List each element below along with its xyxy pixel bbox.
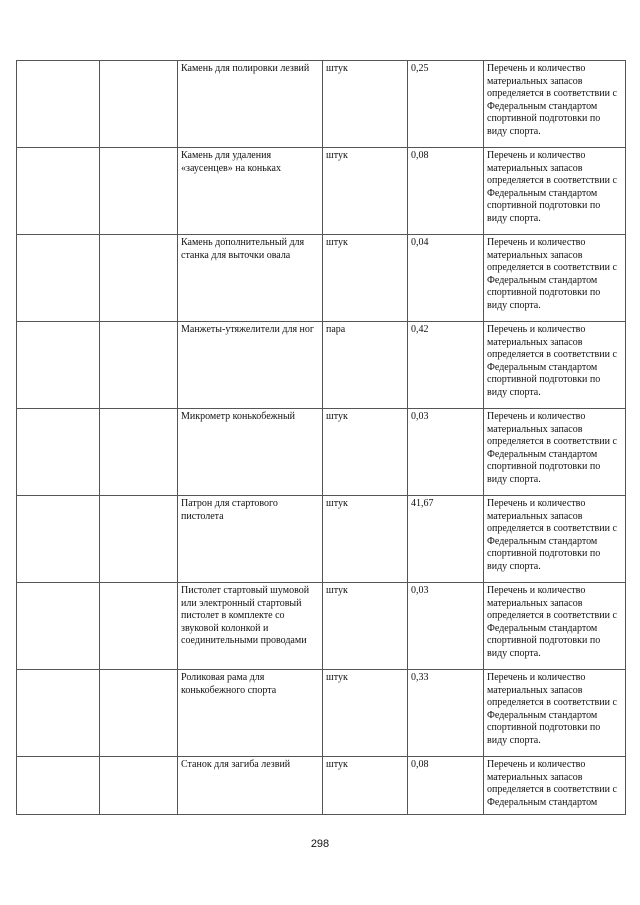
item-name-cell: Камень для удаления «заусенцев» на коньках (178, 148, 323, 235)
empty-cell (100, 235, 178, 322)
empty-cell (17, 322, 100, 409)
table-row (17, 61, 626, 148)
note-cell: Перечень и количество материальных запасов определяется в соответствии с Федеральным стандартом спортивной подготовки по виду спорта. (484, 583, 626, 670)
quantity-cell: 0,42 (408, 322, 484, 409)
empty-cell (100, 61, 178, 148)
empty-cell (100, 670, 178, 757)
quantity-cell: 41,67 (408, 496, 484, 583)
note-cell: Перечень и количество материальных запасов определяется в соответствии с Федеральным стандартом (484, 757, 626, 815)
note-cell: Перечень и количество материальных запасов определяется в соответствии с Федеральным стандартом спортивной подготовки по виду спорта. (484, 235, 626, 322)
empty-cell (17, 583, 100, 670)
unit-cell: штук (323, 148, 408, 235)
empty-cell (17, 235, 100, 322)
item-name-cell: Станок для загиба лезвий (178, 757, 323, 815)
empty-cell (17, 409, 100, 496)
table-row (17, 496, 626, 583)
unit-cell: пара (323, 322, 408, 409)
empty-cell (100, 583, 178, 670)
unit-cell: штук (323, 670, 408, 757)
table-row (17, 409, 626, 496)
unit-cell: штук (323, 61, 408, 148)
quantity-cell: 0,08 (408, 148, 484, 235)
materials-table (16, 60, 626, 815)
item-name-cell: Роликовая рама для конькобежного спорта (178, 670, 323, 757)
empty-cell (17, 61, 100, 148)
empty-cell (100, 496, 178, 583)
note-cell: Перечень и количество материальных запасов определяется в соответствии с Федеральным стандартом спортивной подготовки по виду спорта. (484, 409, 626, 496)
empty-cell (100, 757, 178, 815)
page-number: 298 (310, 838, 330, 850)
empty-cell (100, 148, 178, 235)
unit-cell: штук (323, 235, 408, 322)
empty-cell (17, 757, 100, 815)
empty-cell (100, 409, 178, 496)
empty-cell (17, 148, 100, 235)
quantity-cell: 0,03 (408, 409, 484, 496)
table-row (17, 670, 626, 757)
quantity-cell: 0,33 (408, 670, 484, 757)
table-row (17, 757, 626, 815)
unit-cell: штук (323, 757, 408, 815)
table-row (17, 322, 626, 409)
empty-cell (17, 496, 100, 583)
item-name-cell: Пистолет стартовый шумовой или электронный стартовый пистолет в комплекте со звуковой колонкой и соединительными проводами (178, 583, 323, 670)
unit-cell: штук (323, 496, 408, 583)
empty-cell (100, 322, 178, 409)
quantity-cell: 0,04 (408, 235, 484, 322)
note-cell: Перечень и количество материальных запасов определяется в соответствии с Федеральным стандартом спортивной подготовки по виду спорта. (484, 322, 626, 409)
quantity-cell: 0,25 (408, 61, 484, 148)
item-name-cell: Манжеты-утяжелители для ног (178, 322, 323, 409)
item-name-cell: Микрометр конькобежный (178, 409, 323, 496)
table-row (17, 583, 626, 670)
item-name-cell: Камень для полировки лезвий (178, 61, 323, 148)
materials-table-body (17, 61, 626, 815)
table-row (17, 148, 626, 235)
table-row (17, 235, 626, 322)
quantity-cell: 0,08 (408, 757, 484, 815)
empty-cell (17, 670, 100, 757)
note-cell: Перечень и количество материальных запасов определяется в соответствии с Федеральным стандартом спортивной подготовки по виду спорта. (484, 61, 626, 148)
item-name-cell: Камень дополнительный для станка для выточки овала (178, 235, 323, 322)
note-cell: Перечень и количество материальных запасов определяется в соответствии с Федеральным стандартом спортивной подготовки по виду спорта. (484, 496, 626, 583)
quantity-cell: 0,03 (408, 583, 484, 670)
item-name-cell: Патрон для стартового пистолета (178, 496, 323, 583)
note-cell: Перечень и количество материальных запасов определяется в соответствии с Федеральным стандартом спортивной подготовки по виду спорта. (484, 148, 626, 235)
unit-cell: штук (323, 583, 408, 670)
unit-cell: штук (323, 409, 408, 496)
note-cell: Перечень и количество материальных запасов определяется в соответствии с Федеральным стандартом спортивной подготовки по виду спорта. (484, 670, 626, 757)
